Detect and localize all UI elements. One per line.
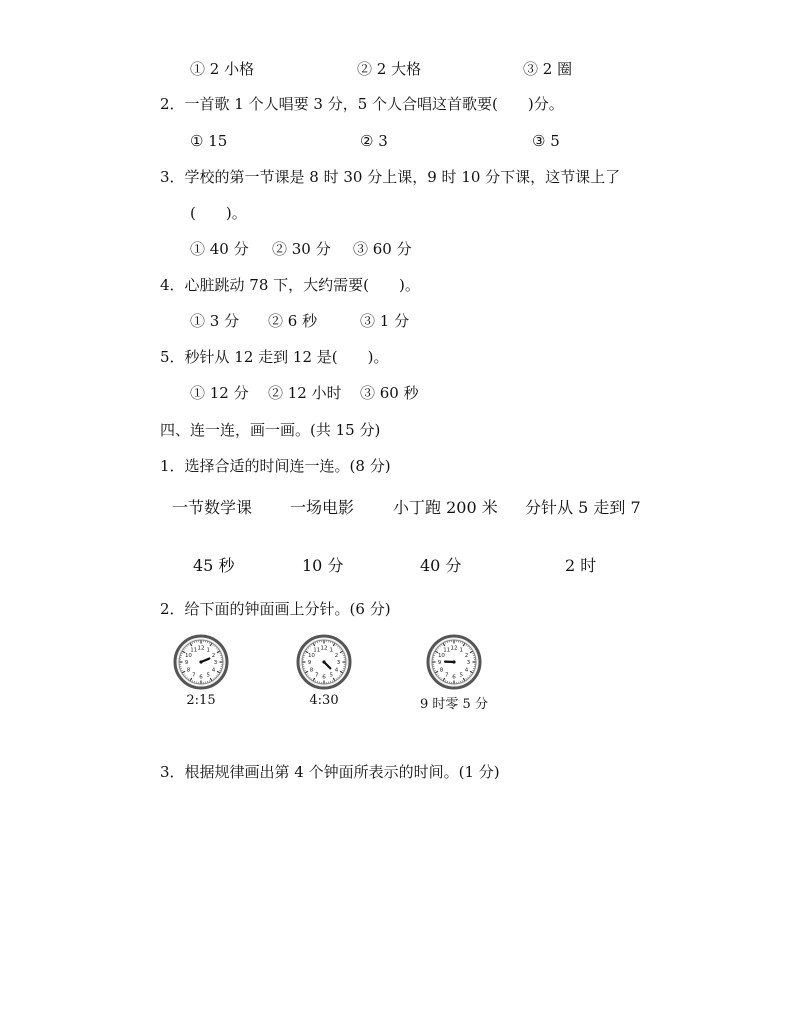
clock-numeral: 9 [307, 660, 312, 666]
clock-numeral: 6 [199, 674, 203, 681]
match-top-item-1[interactable]: 一节数学课 [172, 498, 253, 517]
clock-numeral: 11 [443, 647, 451, 654]
clock-numeral: 10 [437, 652, 445, 659]
clock-numeral: 7 [192, 672, 196, 679]
clock-center-pin [199, 660, 202, 663]
q3-option-1: ① 40 分 [190, 240, 249, 258]
q2-text: 2．一首歌 1 个人唱要 3 分，5 个人合唱这首歌要( )分。 [160, 95, 564, 113]
clock-label-3: 9 时零 5 分 [420, 697, 488, 712]
q2-option-3: ③ 5 [532, 132, 560, 150]
q5-option-3: ③ 60 秒 [360, 384, 419, 402]
clock-numeral: 12 [197, 645, 205, 652]
q3-option-2: ② 30 分 [272, 240, 331, 258]
clock-numeral: 1 [206, 647, 210, 654]
q5-text: 5．秒针从 12 走到 12 是( )。 [160, 348, 389, 366]
clock-numeral: 6 [452, 674, 456, 681]
clock-numeral: 7 [315, 672, 319, 679]
clock-label-1: 2:15 [186, 693, 216, 708]
clock-numeral: 2 [464, 652, 469, 659]
clock-numeral: 9 [184, 660, 189, 666]
clock-numeral: 11 [313, 647, 321, 654]
clock-face-3[interactable] [426, 634, 482, 690]
clock-numeral: 1 [459, 647, 463, 654]
q4-option-3: ③ 1 分 [360, 312, 410, 330]
clock-numeral: 4 [464, 667, 469, 674]
clock-numeral: 9 [437, 660, 442, 666]
q1-option-1: ① 2 小格 [190, 60, 255, 78]
clock-numeral: 11 [190, 647, 198, 654]
clock-numeral: 4 [211, 667, 216, 674]
clock-numeral: 3 [466, 660, 471, 666]
clock-numeral: 4 [334, 667, 339, 674]
clock-numeral: 8 [439, 667, 444, 674]
clock-center-pin [322, 660, 325, 663]
q5-option-1: ① 12 分 [190, 384, 249, 402]
match-top-item-4[interactable]: 分针从 5 走到 7 [525, 498, 641, 517]
section4-sub2-text: 2．给下面的钟面画上分针。(6 分) [160, 600, 391, 618]
clock-numeral: 5 [329, 672, 333, 679]
q1-option-2: ② 2 大格 [357, 60, 422, 78]
clock-label-2: 4:30 [309, 693, 339, 708]
q4-option-1: ① 3 分 [190, 312, 240, 330]
match-top-item-3[interactable]: 小丁跑 200 米 [393, 498, 498, 517]
section4-sub3-text: 3．根据规律画出第 4 个钟面所表示的时间。(1 分) [160, 763, 500, 781]
q1-option-3: ③ 2 圈 [523, 60, 573, 78]
clock-numeral: 5 [459, 672, 463, 679]
clock-numeral: 10 [307, 652, 315, 659]
match-top-item-2[interactable]: 一场电影 [290, 498, 355, 517]
match-bottom-item-4[interactable]: 2 时 [565, 556, 597, 575]
clock-center-pin [452, 660, 455, 663]
q3-blank: ( )。 [190, 204, 247, 222]
clock-numeral: 12 [450, 645, 458, 652]
clock-numeral: 10 [184, 652, 192, 659]
match-bottom-item-1[interactable]: 45 秒 [193, 556, 235, 575]
clock-numeral: 3 [213, 660, 218, 666]
clock-face-1[interactable] [173, 634, 229, 690]
clock-numeral: 5 [206, 672, 210, 679]
clock-numeral: 12 [320, 645, 328, 652]
clock-numeral: 2 [211, 652, 216, 659]
clock-numeral: 2 [334, 652, 339, 659]
q4-option-2: ② 6 秒 [268, 312, 318, 330]
section4-sub1-text: 1．选择合适的时间连一连。(8 分) [160, 457, 391, 475]
match-bottom-item-2[interactable]: 10 分 [302, 556, 344, 575]
clock-numeral: 8 [186, 667, 191, 674]
q4-text: 4．心脏跳动 78 下，大约需要( )。 [160, 276, 420, 294]
clock-numeral: 6 [322, 674, 326, 681]
clock-numeral: 7 [445, 672, 449, 679]
q2-option-1: ① 15 [190, 132, 228, 150]
section4-title: 四、连一连，画一画。(共 15 分) [160, 421, 381, 439]
clock-numeral: 1 [329, 647, 333, 654]
q2-option-2: ② 3 [360, 132, 388, 150]
clock-numeral: 8 [309, 667, 314, 674]
q3-option-3: ③ 60 分 [353, 240, 412, 258]
clock-face-2[interactable] [296, 634, 352, 690]
q5-option-2: ② 12 小时 [268, 384, 342, 402]
clock-numeral: 3 [336, 660, 341, 666]
match-bottom-item-3[interactable]: 40 分 [420, 556, 462, 575]
q3-text: 3．学校的第一节课是 8 时 30 分上课，9 时 10 分下课，这节课上了 [160, 168, 621, 186]
